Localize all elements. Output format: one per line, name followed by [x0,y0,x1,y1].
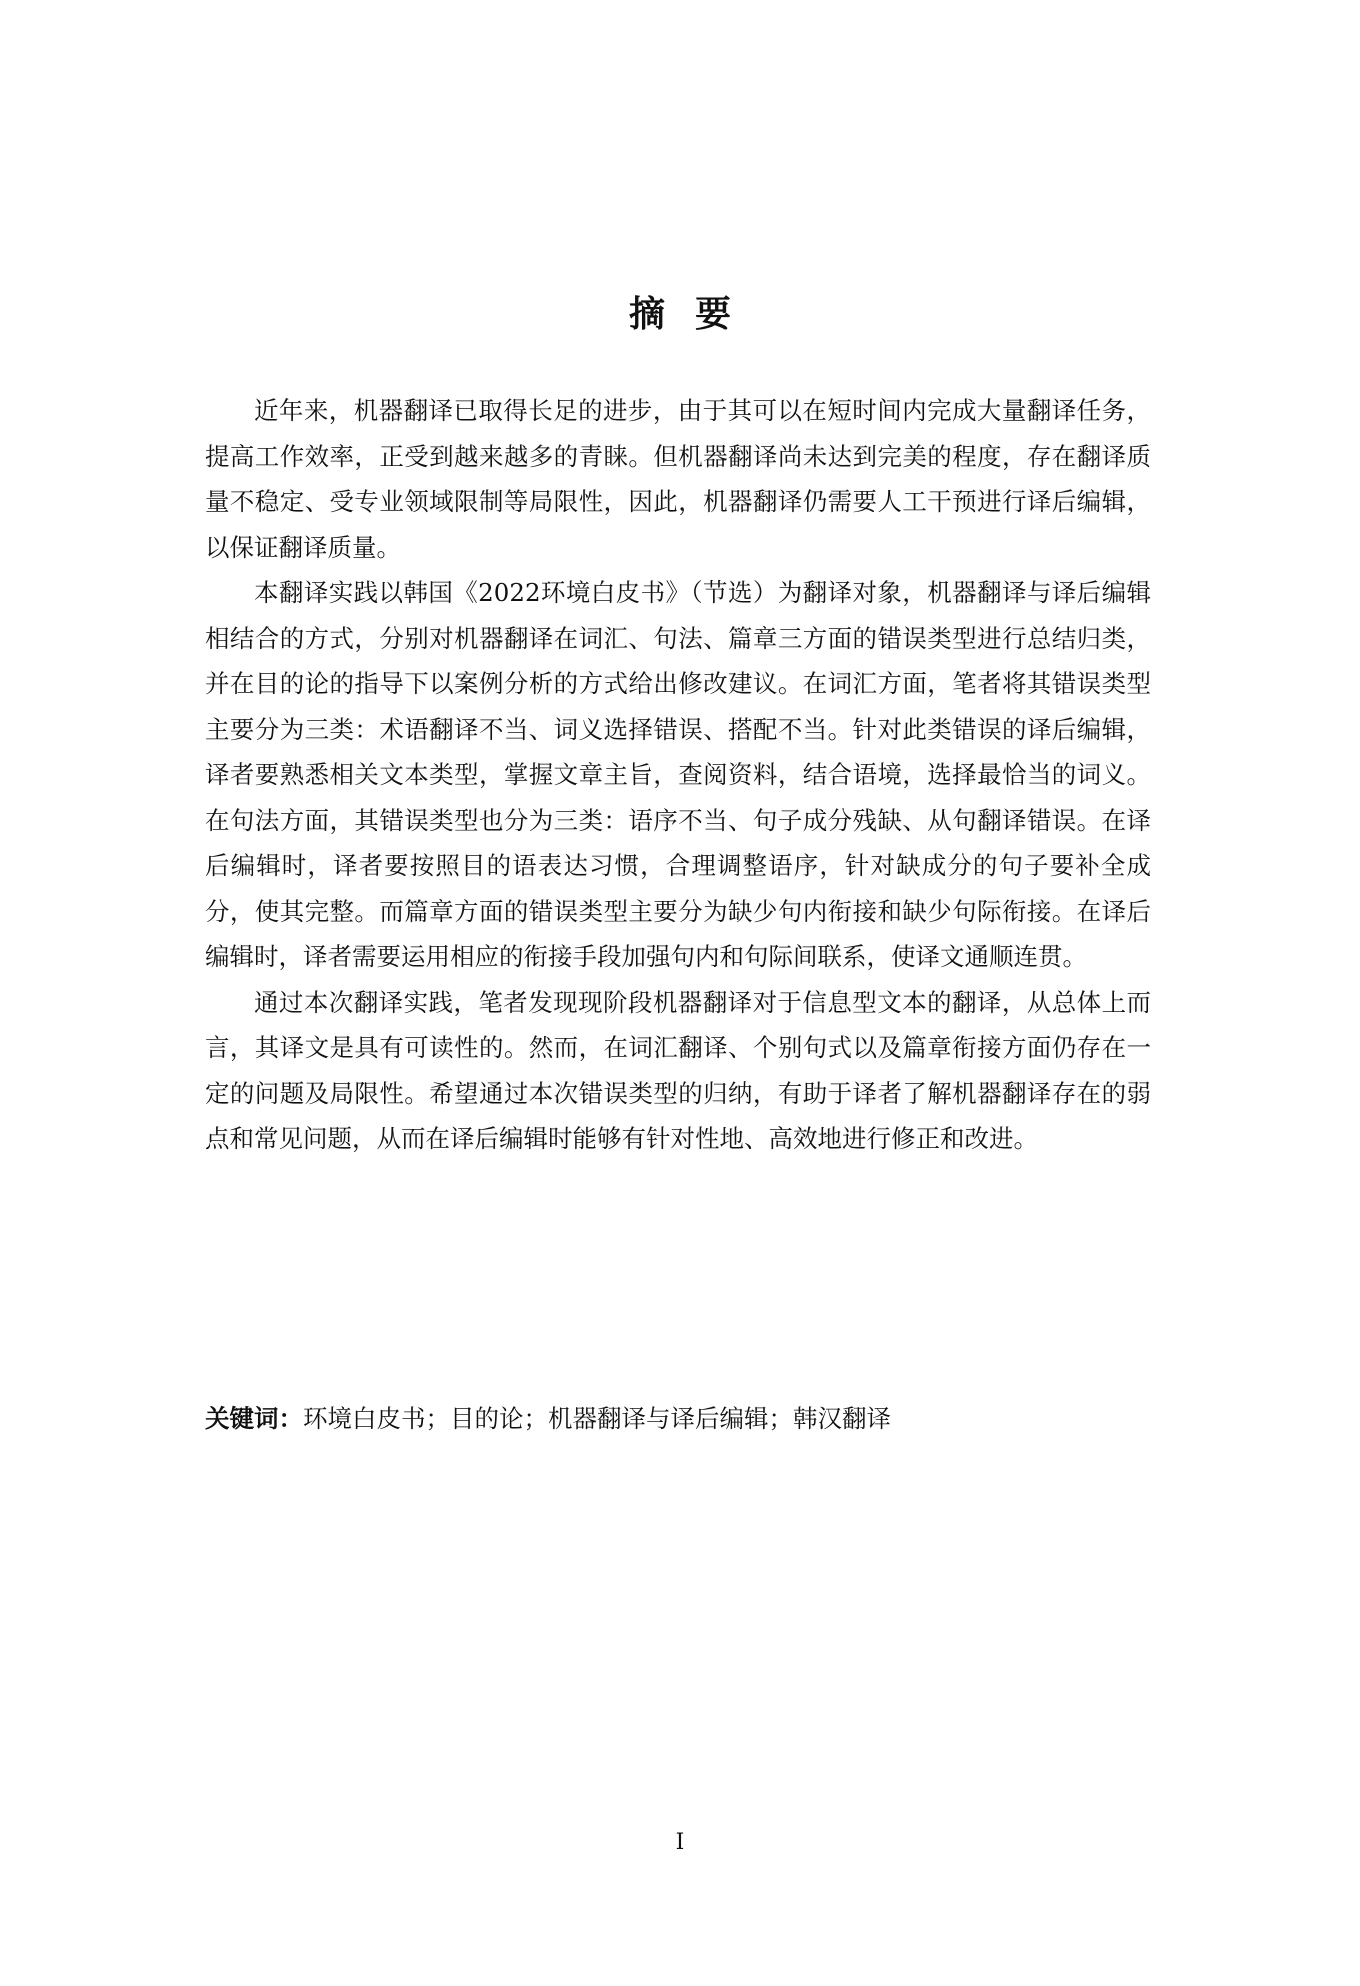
keywords-label: 关键词： [205,1404,303,1433]
paragraph-2: 本翻译实践以韩国《2022环境白皮书》（节选）为翻译对象，机器翻译与译后编辑相结合的方式，分别对机器翻译在词汇、句法、篇章三方面的错误类型进行总结归类，并在目的论的指导下以案例分析的方式给出修改建议。在词汇方面，笔者将其错误类型主要分为三类：术语翻译不当、词义选择错误、搭配不当。针对此类错误的译后编辑，译者要熟悉相关文本类型，掌握文章主旨，查阅资料，结合语境，选择最恰当的词义。在句法方面，其错误类型也分为三类：语序不当、句子成分残缺、从句翻译错误。在译后编辑时，译者要按照目的语表达习惯，合理调整语序，针对缺成分的句子要补全成分，使其完整。而篇章方面的错误类型主要分为缺少句内衔接和缺少句际衔接。在译后编辑时，译者需要运用相应的衔接手段加强句内和句际间联系，使译文通顺连贯。 [205,578,1151,971]
keywords-line [205,1396,1151,1442]
paragraph-3: 通过本次翻译实践，笔者发现现阶段机器翻译对于信息型文本的翻译，从总体上而言，其译文是具有可读性的。然而，在词汇翻译、个别句式以及篇章衔接方面仍存在一定的问题及局限性。希望通过本次错误类型的归纳，有助于译者了解机器翻译存在的弱点和常见问题，从而在译后编辑时能够有针对性地、高效地进行修正和改进。 [205,987,1151,1153]
abstract-body [205,388,1151,1162]
page-title: 摘要 [628,294,761,335]
paragraph-1: 近年来，机器翻译已取得长足的进步，由于其可以在短时间内完成大量翻译任务，提高工作效率，正受到越来越多的青睐。但机器翻译尚未达到完美的程度，存在翻译质量不稳定、受专业领域限制等局限性，因此，机器翻译仍需要人工干预进行译后编辑，以保证翻译质量。 [205,396,1151,562]
page-number: I [675,1830,685,1855]
keywords-text: 环境白皮书；目的论；机器翻译与译后编辑；韩汉翻译 [303,1404,891,1433]
